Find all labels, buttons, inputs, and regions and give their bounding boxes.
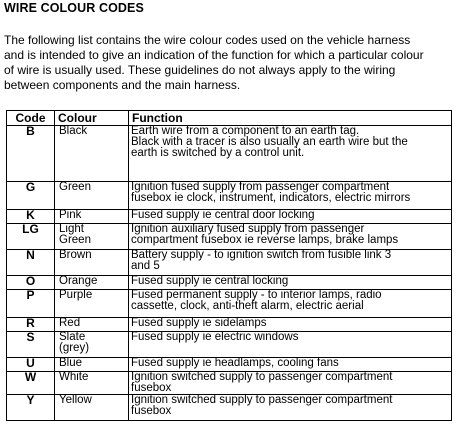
cell-colour-line: Green [59, 181, 91, 193]
cell-function-line: Battery supply - to ignition switch from fusible link 3 [131, 249, 392, 261]
cell-colour [55, 332, 129, 358]
cell-function [129, 250, 452, 276]
table-row [7, 372, 452, 395]
cell-function [129, 224, 452, 250]
cell-colour-line: Light [59, 223, 84, 235]
cell-colour-line: Blue [59, 357, 83, 369]
table-row [7, 332, 452, 358]
page-title: WIRE COLOUR CODES [4, 1, 144, 15]
cell-colour [55, 210, 129, 224]
cell-function-line: earth is switched by a control unit. [131, 147, 305, 159]
cell-code: R [7, 318, 55, 332]
cell-colour-line: Red [59, 317, 81, 329]
cell-colour-line: Black [59, 125, 88, 137]
wire-colour-table [6, 110, 452, 421]
cell-colour-line: Slate [59, 331, 86, 343]
cell-colour [55, 290, 129, 318]
table-row [7, 250, 452, 276]
cell-function [129, 276, 452, 290]
cell-colour [55, 318, 129, 332]
column-header-function: Function [129, 111, 452, 126]
cell-function-line: fusebox [131, 382, 172, 394]
cell-colour-line: Green [59, 234, 91, 246]
table-row [7, 290, 452, 318]
cell-code: S [7, 332, 55, 358]
cell-code: K [7, 210, 55, 224]
cell-code: B [7, 126, 55, 182]
cell-function-line: Fused permanent supply - to interior lamps, radio [131, 289, 382, 301]
cell-function-line: Fused supply ie sidelamps [131, 317, 267, 329]
cell-function-line: Fused supply ie headlamps, cooling fans [131, 357, 339, 369]
intro-line: The following list contains the wire colour codes used on the vehicle harness [4, 33, 411, 47]
cell-code: P [7, 290, 55, 318]
table-body [7, 126, 452, 421]
cell-function-line: and 5 [131, 260, 160, 272]
intro-paragraph [4, 33, 456, 93]
cell-code: O [7, 276, 55, 290]
cell-colour-line: Purple [59, 289, 93, 301]
cell-function [129, 318, 452, 332]
cell-function-line: Earth wire from a component to an earth tag. [131, 125, 360, 137]
table-row [7, 126, 452, 182]
cell-code: G [7, 182, 55, 210]
cell-colour [55, 182, 129, 210]
table-row [7, 210, 452, 224]
cell-function-line: Fused supply ie central locking [131, 275, 289, 287]
table-row [7, 358, 452, 372]
table-row [7, 395, 452, 421]
intro-line: and is intended to give an indication of the function for which a particular colour [4, 48, 424, 62]
cell-function [129, 290, 452, 318]
cell-colour [55, 372, 129, 395]
cell-function [129, 182, 452, 210]
column-header-code: Code [7, 111, 55, 126]
cell-function-line: fusebox [131, 405, 172, 417]
cell-function-line: Fused supply ie central door locking [131, 209, 315, 221]
table-row [7, 224, 452, 250]
cell-function-line: Ignition auxiliary fused supply from passenger [131, 223, 365, 235]
cell-colour [55, 395, 129, 421]
cell-code: N [7, 250, 55, 276]
cell-colour [55, 250, 129, 276]
cell-function-line: Ignition switched supply to passenger compartment [131, 371, 393, 383]
cell-function-line: Ignition fused supply from passenger compartment [131, 181, 390, 193]
cell-function [129, 126, 452, 182]
cell-code: W [7, 372, 55, 395]
cell-function [129, 395, 452, 421]
cell-function-line: Black with a tracer is also usually an earth wire but the [131, 136, 408, 148]
cell-code: Y [7, 395, 55, 421]
cell-colour-line: White [59, 371, 89, 383]
cell-function [129, 332, 452, 358]
cell-colour-line: Yellow [59, 394, 92, 406]
cell-function-line: cassette, clock, anti-theft alarm, electric aerial [131, 300, 364, 312]
cell-colour [55, 224, 129, 250]
cell-function-line: compartment fusebox ie reverse lamps, brake lamps [131, 234, 399, 246]
column-header-colour: Colour [55, 111, 129, 126]
intro-line: between components and the main harness. [4, 78, 241, 92]
cell-colour [55, 358, 129, 372]
cell-function [129, 210, 452, 224]
cell-code: U [7, 358, 55, 372]
cell-colour-line: (grey) [59, 342, 90, 354]
table-row [7, 318, 452, 332]
intro-line: of wire is usually used. These guidelines do not always apply to the wiring [4, 63, 396, 77]
table-row [7, 276, 452, 290]
cell-colour-line: Orange [59, 275, 98, 287]
cell-function [129, 358, 452, 372]
cell-colour-line: Pink [59, 209, 82, 221]
cell-function [129, 372, 452, 395]
table-header-row [7, 111, 452, 126]
cell-function-line: Fused supply ie electric windows [131, 331, 299, 343]
cell-function-line: Ignition switched supply to passenger compartment [131, 394, 393, 406]
table-row [7, 182, 452, 210]
cell-colour [55, 126, 129, 182]
cell-colour [55, 276, 129, 290]
cell-colour-line: Brown [59, 249, 92, 261]
cell-code: LG [7, 224, 55, 250]
cell-function-line: fusebox ie clock, instrument, indicators, electric mirrors [131, 192, 411, 204]
